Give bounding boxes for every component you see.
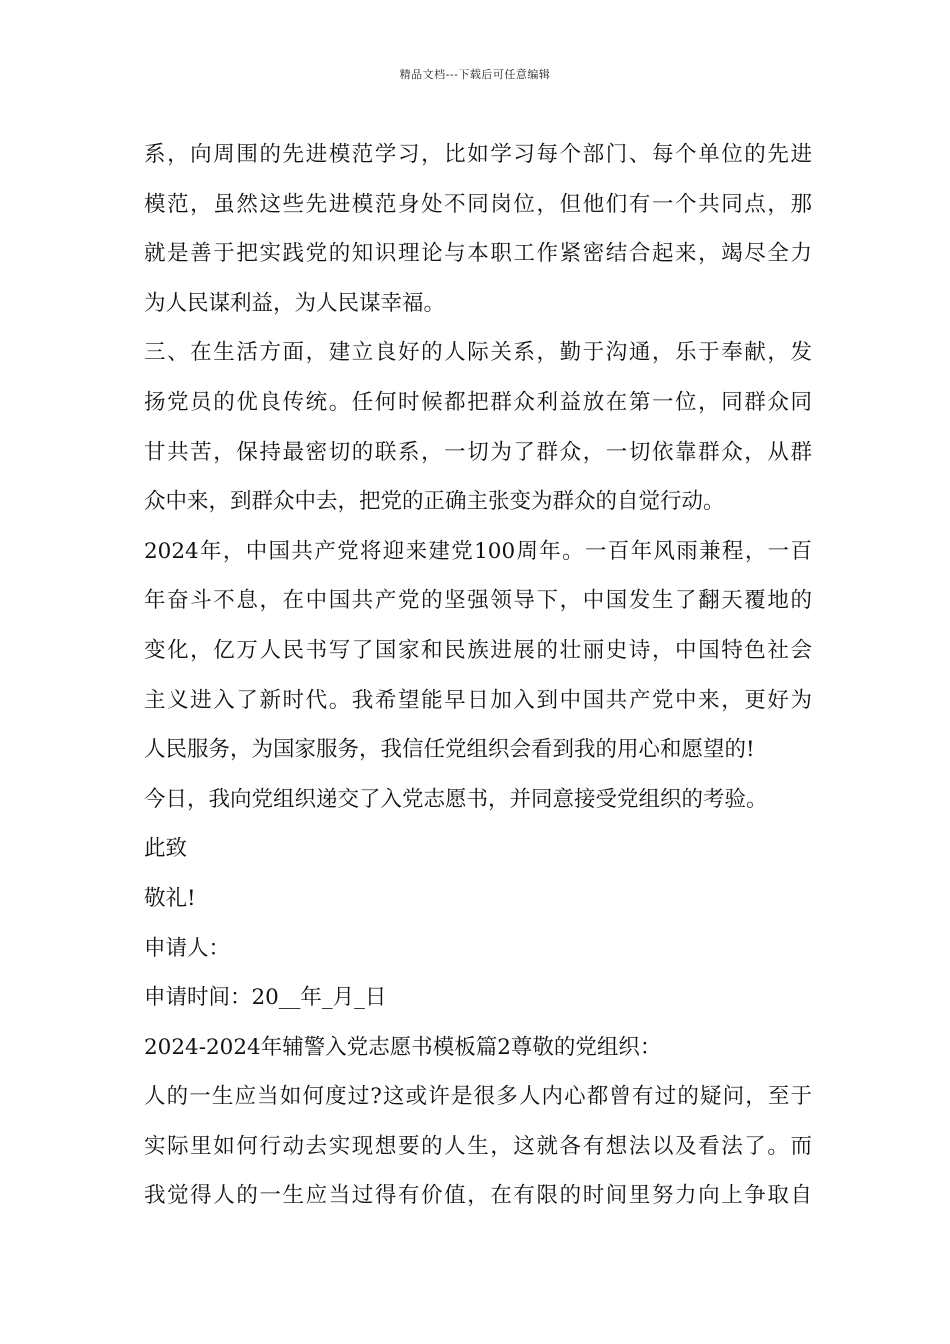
text-line: 扬党员的优良传统。任何时候都把群众利益放在第一位，同群众同 — [144, 389, 812, 415]
salutation-line: 敬礼! — [144, 885, 196, 911]
text-line: 模范，虽然这些先进模范身处不同岗位，但他们有一个共同点，那 — [144, 191, 812, 217]
text-line: 变化，亿万人民书写了国家和民族进展的壮丽史诗，中国特色社会 — [144, 637, 812, 663]
document-body — [144, 130, 812, 1221]
text-line: 甘共苦，保持最密切的联系，一切为了群众，一切依靠群众，从群 — [144, 439, 812, 465]
text-line: 实际里如何行动去实现想要的人生，这就各有想法以及看法了。而 — [144, 1133, 812, 1159]
page-header: 精品文档---下载后可任意编辑 — [399, 68, 551, 81]
text-line: 今日，我向党组织递交了入党志愿书，并同意接受党组织的考验。 — [144, 786, 768, 812]
text-line: 2024年，中国共产党将迎来建党100周年。一百年风雨兼程，一百 — [144, 538, 812, 564]
applicant-line: 申请人： — [144, 935, 231, 961]
text-line: 系，向周围的先进模范学习，比如学习每个部门、每个单位的先进 — [144, 142, 812, 167]
section-heading: 2024-2024年辅警入党志愿书模板篇2尊敬的党组织： — [144, 1034, 662, 1060]
closing-line: 此致 — [144, 836, 188, 862]
text-line: 为人民谋利益，为人民谋幸福。 — [144, 290, 446, 316]
text-line: 主义进入了新时代。我希望能早日加入到中国共产党中来，更好为 — [144, 687, 812, 713]
text-line: 就是善于把实践党的知识理论与本职工作紧密结合起来，竭尽全力 — [144, 241, 812, 267]
text-line: 三、在生活方面，建立良好的人际关系，勤于沟通，乐于奉献，发 — [144, 340, 812, 366]
text-line: 人的一生应当如何度过?这或许是很多人内心都曾有过的疑问，至于 — [144, 1084, 812, 1110]
text-line: 年奋斗不息，在中国共产党的坚强领导下，中国发生了翻天覆地的 — [144, 588, 812, 614]
text-line: 我觉得人的一生应当过得有价值，在有限的时间里努力向上争取自 — [144, 1183, 812, 1209]
date-line: 申请时间：20__年_月_日 — [144, 985, 387, 1011]
text-line: 人民服务，为国家服务，我信任党组织会看到我的用心和愿望的! — [144, 737, 755, 763]
text-line: 众中来，到群众中去，把党的正确主张变为群众的自觉行动。 — [144, 489, 725, 515]
